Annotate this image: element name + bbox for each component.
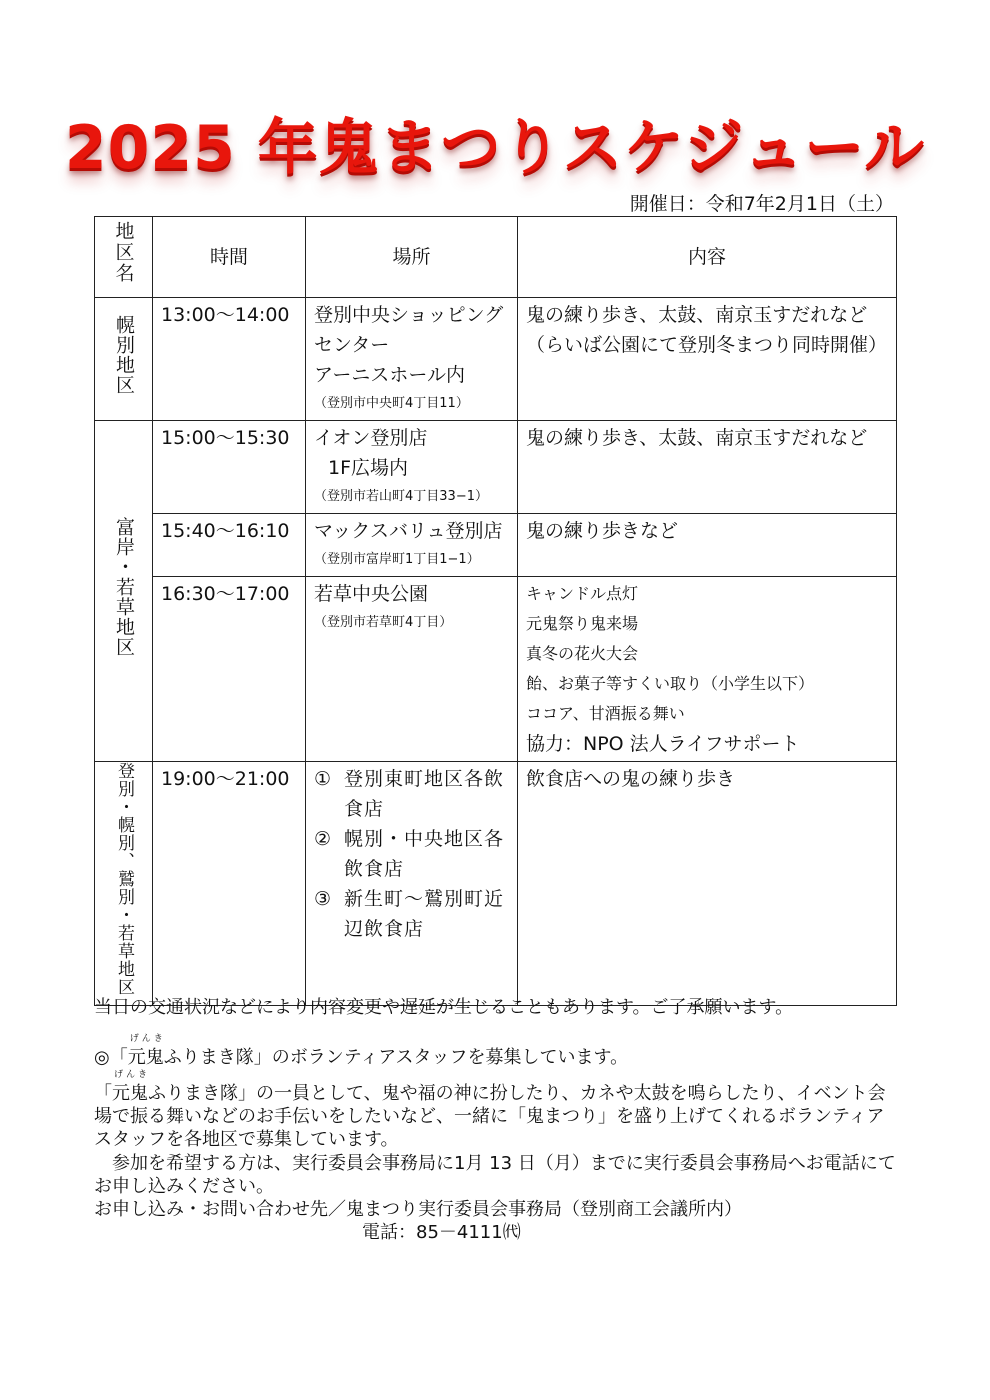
- phone-number: 電話：85－4111㈹: [362, 1222, 521, 1243]
- page-title: 2025 年鬼まつりスケジュール: [64, 113, 926, 183]
- address: （登別市若山町4丁目33−1）: [314, 489, 488, 504]
- place-cell: イオン登別店 1F広場内 （登別市若山町4丁目33−1）: [306, 421, 518, 514]
- content-cell: 鬼の練り歩き、太鼓、南京玉すだれなど: [518, 421, 897, 514]
- table-row: [95, 762, 897, 1006]
- header-content: 内容: [518, 217, 897, 298]
- contact-info: お申し込み・お問い合わせ先／鬼まつり実行委員会事務局（登別商工会議所内）: [94, 1199, 742, 1220]
- time-cell: 19:00～21:00: [153, 762, 306, 1006]
- area-cell-noboribetsu-washibetsu: 登別・幌別、鷲別・若草地区: [95, 762, 153, 1006]
- place-list-item: ③ 新生町～鷲別町近辺飲食店: [314, 888, 505, 940]
- recruit-heading: ◎「 げんき 元鬼ふりまき隊」のボランティアスタッフを募集しています。: [94, 1034, 629, 1068]
- ruby-text: げんき: [129, 1034, 166, 1044]
- place-cell: マックスバリュ登別店 （登別市富岸町1丁目1−1）: [306, 514, 518, 577]
- area-cell-tomikishi-wakakusa: 富岸・若草地区: [95, 421, 153, 762]
- time-cell: 15:40～16:10: [153, 514, 306, 577]
- place-list-item: ② 幌別・中央地区各飲食店: [314, 828, 505, 880]
- address: （登別市富岸町1丁目1−1）: [314, 552, 480, 567]
- place-cell: [306, 762, 518, 1006]
- time-cell: 15:00～15:30: [153, 421, 306, 514]
- ruby-text: げんき: [114, 1070, 151, 1080]
- place-cell: 登別中央ショッピング センター アーニスホール内 （登別市中央町4丁目11）: [306, 298, 518, 421]
- address: （登別市中央町4丁目11）: [314, 396, 469, 411]
- event-date: 開催日：令和7年2月1日（土）: [629, 193, 894, 215]
- apply-note: 参加を希望する方は、実行委員会事務局に1月 13 日（月）までに実行委員会事務局へお電話にてお申し込みください。: [94, 1153, 896, 1197]
- address: （登別市若草町4丁目）: [314, 615, 453, 630]
- content-cell: キャンドル点灯 元鬼祭り鬼来場 真冬の花火大会 飴、お菓子等すくい取り（小学生以下） ココア、甘酒振る舞い 協力：NPO 法人ライフサポート: [518, 577, 897, 762]
- table-row: [95, 298, 897, 421]
- table-row: [95, 577, 897, 762]
- header-place: 場所: [306, 217, 518, 298]
- schedule-table: [94, 216, 897, 1006]
- place-cell: 若草中央公園 （登別市若草町4丁目）: [306, 577, 518, 762]
- time-cell: 13:00～14:00: [153, 298, 306, 421]
- header-time: 時間: [153, 217, 306, 298]
- table-row: [95, 421, 897, 514]
- recruit-body: 「 げんき 元鬼ふりまき隊」の一員として、鬼や福の神に扮したり、カネや太鼓を鳴らしたり、イベント会場で振る舞いなどのお手伝いをしたいなど、一緒に「鬼まつり」を盛り上げてくれるボランティアスタッフを各地区で募集しています。: [94, 1070, 886, 1150]
- area-cell-horobetsu: 幌別地区: [95, 298, 153, 421]
- table-header-row: [95, 217, 897, 298]
- place-list-item: ① 登別東町地区各飲食店: [314, 768, 505, 820]
- ruby-annotated-word: げんき 元鬼: [112, 1070, 151, 1104]
- content-cell: 鬼の練り歩き、太鼓、南京玉すだれなど （らいば公園にて登別冬まつり同時開催）: [518, 298, 897, 421]
- traffic-note: 当日の交通状況などにより内容変更や遅延が生じることもあります。ご了承願います。: [94, 997, 794, 1018]
- content-cell: 飲食店への鬼の練り歩き: [518, 762, 897, 1006]
- ruby-annotated-word: げんき 元鬼: [127, 1034, 166, 1068]
- content-cell: 鬼の練り歩きなど: [518, 514, 897, 577]
- time-cell: 16:30～17:00: [153, 577, 306, 762]
- header-area: 地区名: [95, 217, 153, 298]
- table-row: [95, 514, 897, 577]
